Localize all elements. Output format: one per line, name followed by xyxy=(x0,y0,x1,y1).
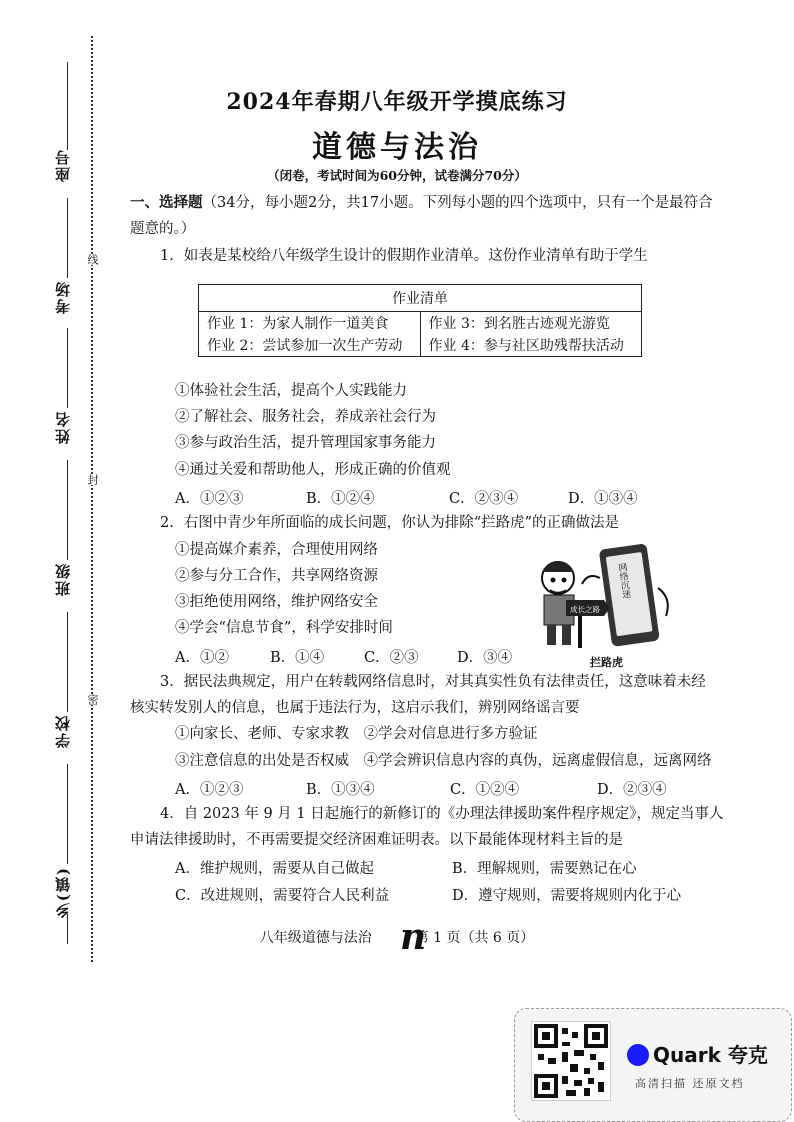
homework-1: 作业 1：为家人制作一道美食 xyxy=(199,312,421,335)
school-underline xyxy=(67,764,68,864)
q3-option-a: A．①②③ xyxy=(175,782,244,798)
q4-option-a: A．维护规则，需要从自己做起 xyxy=(175,861,374,877)
q1-stem: 1．如表是某校给八年级学生设计的假期作业清单。这份作业清单有助于学生 xyxy=(160,248,648,264)
phone-screen-text: 网络沉迷 xyxy=(615,562,631,600)
q1-option-a: A．①②③ xyxy=(175,491,244,507)
subject-title: 道德与法治 xyxy=(312,130,482,165)
class-label: 班级 xyxy=(54,562,72,596)
q4-option-b: B．理解规则，需要熟记在心 xyxy=(452,861,637,877)
q2-option-b: B．①④ xyxy=(270,650,325,666)
q1-option-c: C．②③④ xyxy=(449,491,519,507)
sign-text: 成长之路 xyxy=(570,605,600,614)
handwritten-scribble: n xyxy=(400,916,427,958)
town-label: 乡(镇) xyxy=(54,866,72,919)
q2-option-a: A．①② xyxy=(175,650,229,666)
exam-room-underline-2 xyxy=(67,328,68,408)
seat-label: 座号 xyxy=(54,148,72,182)
q2-option-c: C．②③ xyxy=(364,650,419,666)
q3-option-b: B．①③④ xyxy=(306,782,375,798)
quark-brand-text: Quark 夸克 xyxy=(653,1043,768,1067)
page-footer xyxy=(0,927,794,947)
homework-2: 作业 2：尝试参加一次生产劳动 xyxy=(199,334,421,357)
q1-statement-2: ②了解社会、服务社会，养成亲社会行为 xyxy=(175,409,436,425)
homework-4: 作业 4：参与社区助残帮扶活动 xyxy=(420,334,642,357)
q2-statement-2: ②参与分工合作，共享网络资源 xyxy=(175,568,378,584)
q2-cartoon-image xyxy=(520,538,685,650)
quark-scan-badge[interactable] xyxy=(514,1008,792,1122)
footer-page-number: 第 1 页（共 6 页） xyxy=(414,930,535,946)
q2-option-d: D．③④ xyxy=(457,650,513,666)
q3-statements-1-2: ①向家长、老师、专家求教 ②学会对信息进行多方验证 xyxy=(175,726,538,742)
quark-logo-icon xyxy=(627,1044,649,1066)
bind-secret-char: 密 xyxy=(86,694,99,705)
q2-image-caption: 拦路虎 xyxy=(590,656,623,669)
qr-code-icon[interactable] xyxy=(531,1021,611,1101)
section-desc: （34分，每小题2分，共17小题。下列每小题的四个选项中，只有一个是最符合 xyxy=(202,195,713,211)
q2-statement-1: ①提高媒介素养，合理使用网络 xyxy=(175,542,378,558)
homework-table xyxy=(198,284,642,357)
class-underline xyxy=(67,612,68,712)
q1-statement-4: ④通过关爱和帮助他人，形成正确的价值观 xyxy=(175,462,451,478)
section-desc-2: 题意的。） xyxy=(130,221,196,237)
name-underline xyxy=(67,460,68,560)
quark-brand xyxy=(627,1039,768,1068)
exam-note: （闭卷，考试时间为60分钟，试卷满分70分） xyxy=(267,168,527,183)
q1-statement-1: ①体验社会生活，提高个人实践能力 xyxy=(175,383,407,399)
q4-option-c: C．改进规则，需要符合人民利益 xyxy=(175,888,390,904)
q4-stem: 4．自 2023 年 9 月 1 日起施行的新修订的《办理法律援助案件程序规定》，规定当事人 xyxy=(160,806,724,822)
q1-option-b: B．①②④ xyxy=(306,491,375,507)
q2-stem: 2．右图中青少年所面临的成长问题，你认为排除“拦路虎”的正确做法是 xyxy=(160,515,620,531)
cartoon-drawing xyxy=(520,538,685,650)
exam-room-underline xyxy=(67,198,68,278)
q2-statement-3: ③拒绝使用网络，维护网络安全 xyxy=(175,594,378,610)
q4-stem-2: 申请法律援助时，不再需要提交经济困难证明表。以下最能体现材料主旨的是 xyxy=(130,832,623,848)
section-heading: 一、选择题 xyxy=(130,194,203,211)
homework-3: 作业 3：到名胜古迹观光游览 xyxy=(420,312,642,335)
q2-statement-4: ④学会“信息节食”，科学安排时间 xyxy=(175,620,393,636)
exam-title: 2024年春期八年级开学摸底练习 xyxy=(226,89,568,115)
q4-option-d: D．遵守规则，需要将规则内化于心 xyxy=(452,888,682,904)
bind-seal-char: 封 xyxy=(86,474,99,485)
homework-table-title: 作业清单 xyxy=(199,285,642,312)
q1-option-d: D．①③④ xyxy=(568,491,638,507)
q3-option-d: D．②③④ xyxy=(597,782,667,798)
bind-line-char: 线 xyxy=(86,254,99,265)
q1-statement-3: ③参与政治生活，提升管理国家事务能力 xyxy=(175,435,436,451)
q3-statements-3-4: ③注意信息的出处是否权威 ④学会辨识信息内容的真伪，远离虚假信息，远离网络 xyxy=(175,753,712,769)
school-label: 学校 xyxy=(54,714,72,748)
exam-room-label: 考场 xyxy=(54,280,72,314)
q3-option-c: C．①②④ xyxy=(450,782,520,798)
name-label: 姓名 xyxy=(54,410,72,444)
q3-stem: 3．据民法典规定，用户在转载网络信息时，对其真实性负有法律责任，这意味着未经 xyxy=(160,674,706,690)
qr-code-graphic xyxy=(532,1022,610,1100)
q3-stem-2: 核实转发别人的信息，也属于违法行为，这启示我们，辨别网络谣言要 xyxy=(130,700,580,716)
quark-subtitle: 高清扫描 还原文档 xyxy=(635,1077,745,1090)
section-heading-line xyxy=(130,193,713,213)
footer-subject: 八年级道德与法治 xyxy=(259,930,372,946)
